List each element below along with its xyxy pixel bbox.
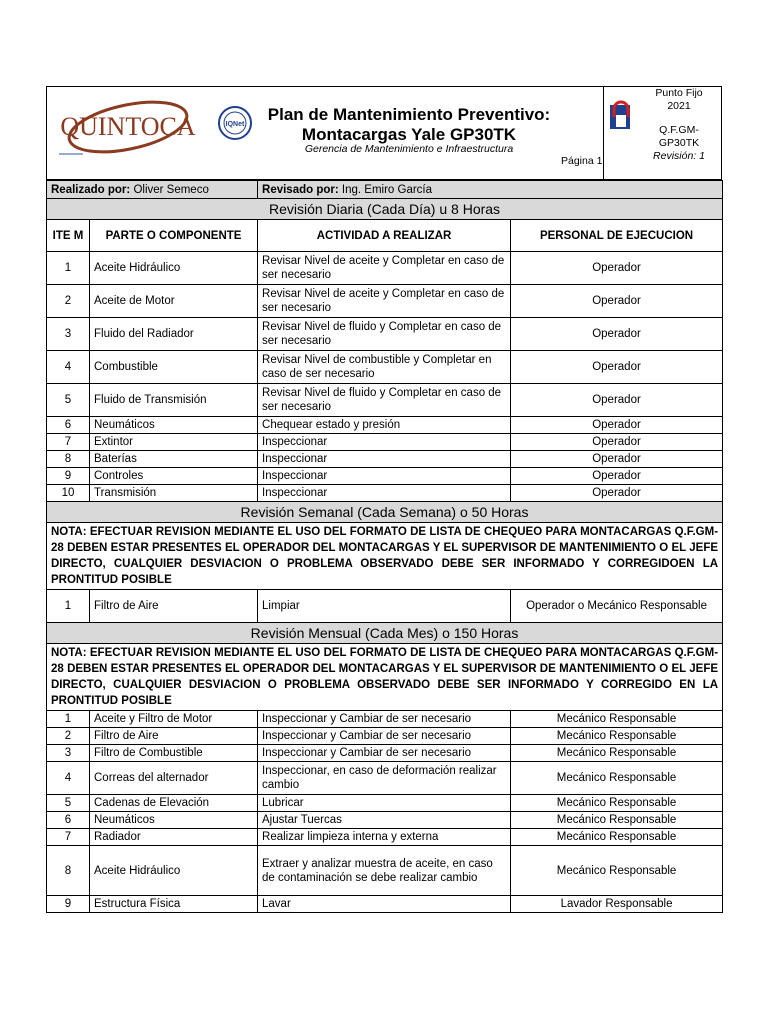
staff-cell: Operador o Mecánico Responsable [511,590,723,623]
weekly-rows [47,590,723,623]
authors-row [47,181,723,199]
item-cell: 3 [47,318,90,351]
activity-cell: Inspeccionar y Cambiar de ser necesario [258,728,511,745]
activity-cell: Extraer y analizar muestra de aceite, en caso de contaminación se debe realizar cambio [258,846,511,896]
monthly-note: NOTA: EFECTUAR REVISION MEDIANTE EL USO DEL FORMATO DE LISTA DE CHEQUEO PARA MONTACARGAS Q.F.GM-28 DEBEN ESTAR PRESENTES EL OPERADOR DEL MONTACARGAS Y EL SUPERVISOR DE MANTENIMIENTO O EL JEFE DIRECTO, CUALQUIER DESVIACION O PROBLEMA OBSERVADO DEBE SER INFORMADO Y CORREGIDO EN LA PRONTITUD POSIBLE [47,644,723,711]
part-cell: Aceite de Motor [90,285,258,318]
code-text [634,87,724,163]
table-row [47,590,723,623]
part-cell: Aceite Hidráulico [90,252,258,285]
staff-cell: Operador [511,468,723,485]
col-header-item: ITE M [47,220,90,252]
activity-cell: Limpiar [258,590,511,623]
activity-cell: Ajustar Tuercas [258,812,511,829]
table-row [47,896,723,913]
activity-cell: Revisar Nivel de fluido y Completar en caso de ser necesario [258,384,511,417]
col-header-part: PARTE O COMPONENTE [90,220,258,252]
daily-rows [47,252,723,502]
activity-cell: Revisar Nivel de combustible y Completar en caso de ser necesario [258,351,511,384]
location-label: Punto Fijo [655,87,703,99]
staff-cell: Operador [511,384,723,417]
weekly-note: NOTA: EFECTUAR REVISION MEDIANTE EL USO DEL FORMATO DE LISTA DE CHEQUEO PARA MONTACARGAS Q.F.GM-28 DEBEN ESTAR PRESENTES EL OPERADOR DEL MONTACARGAS Y EL SUPERVISOR DE MANTENIMIENTO O EL JEFE DIRECTO, CUALQUIER DESVIACION O PROBLEMA OBSERVADO DEBE SER INFORMADO Y CORREGIDOEN LA PRONTITUD POSIBLE [47,523,723,590]
staff-cell: Mecánico Responsable [511,795,723,812]
activity-cell: Inspeccionar [258,451,511,468]
svg-text:QUINTOCA: QUINTOCA [60,112,196,141]
activity-cell: Inspeccionar y Cambiar de ser necesario [258,711,511,728]
activity-cell: Inspeccionar [258,485,511,502]
page-number: Página 1 [561,155,603,167]
part-cell: Baterías [90,451,258,468]
part-cell: Combustible [90,351,258,384]
table-row [47,451,723,468]
activity-cell: Inspeccionar [258,468,511,485]
part-cell: Fluido de Transmisión [90,384,258,417]
table-row [47,468,723,485]
part-cell: Cadenas de Elevación [90,795,258,812]
realizado-label: Realizado por: [51,183,131,196]
staff-cell: Mecánico Responsable [511,728,723,745]
item-cell: 4 [47,351,90,384]
staff-cell: Mecánico Responsable [511,812,723,829]
section-title-daily: Revisión Diaria (Cada Día) u 8 Horas [47,199,723,220]
part-cell: Estructura Física [90,896,258,913]
year-label: 2021 [667,100,691,112]
revisado-value: Ing. Emiro García [341,183,433,196]
document-subtitle: Gerencia de Mantenimiento e Infraestructura [304,143,514,155]
item-cell: 9 [47,896,90,913]
item-cell: 8 [47,451,90,468]
activity-cell: Revisar Nivel de aceite y Completar en caso de ser necesario [258,252,511,285]
part-cell: Filtro de Aire [90,590,258,623]
revisado-label: Revisado por: [262,183,339,196]
certification-seal-icon [217,105,253,141]
table-row [47,846,723,896]
table-row [47,252,723,285]
part-cell: Transmisión [90,485,258,502]
item-cell: 7 [47,434,90,451]
document [46,86,722,913]
part-cell: Radiador [90,829,258,846]
document-code-line-1: Q.F.GM- [659,124,699,136]
table-row [47,795,723,812]
item-cell: 7 [47,829,90,846]
part-cell: Fluido del Radiador [90,318,258,351]
staff-cell: Operador [511,351,723,384]
document-code-line-2: GP30TK [658,137,700,149]
part-cell: Aceite Hidráulico [90,846,258,896]
table-row [47,417,723,434]
monthly-rows [47,711,723,913]
svg-text:IQNet: IQNet [225,121,245,128]
col-header-activity: ACTIVIDAD A REALIZAR [258,220,511,252]
staff-cell: Mecánico Responsable [511,745,723,762]
header-table [46,86,722,180]
document-code-block [603,87,724,179]
title-line-2: Montacargas Yale GP30TK [301,125,517,144]
staff-cell: Operador [511,434,723,451]
activity-cell: Inspeccionar [258,434,511,451]
activity-cell: Inspeccionar, en caso de deformación realizar cambio [258,762,511,795]
table-row [47,829,723,846]
item-cell: 1 [47,711,90,728]
item-cell: 9 [47,468,90,485]
staff-cell: Operador [511,318,723,351]
table-row [47,762,723,795]
part-cell: Filtro de Aire [90,728,258,745]
part-cell: Neumáticos [90,417,258,434]
activity-cell: Lavar [258,896,511,913]
part-cell: Controles [90,468,258,485]
staff-cell: Mecánico Responsable [511,762,723,795]
table-row [47,318,723,351]
title-line-1: Plan de Mantenimiento Preventivo: [267,105,551,124]
part-cell: Correas del alternador [90,762,258,795]
column-header-row [47,220,723,252]
table-row [47,745,723,762]
table-row [47,728,723,745]
staff-cell: Mecánico Responsable [511,829,723,846]
activity-cell: Lubricar [258,795,511,812]
item-cell: 2 [47,285,90,318]
table-row [47,285,723,318]
item-cell: 3 [47,745,90,762]
item-cell: 1 [47,590,90,623]
realizado-cell [47,181,258,199]
quintoca-logo [53,97,203,157]
col-header-staff: PERSONAL DE EJECUCION [511,220,723,252]
table-row [47,351,723,384]
staff-cell: Lavador Responsable [511,896,723,913]
item-cell: 1 [47,252,90,285]
document-title [259,105,559,145]
activity-cell: Revisar Nivel de aceite y Completar en caso de ser necesario [258,285,511,318]
part-cell: Aceite y Filtro de Motor [90,711,258,728]
table-row [47,485,723,502]
table-row [47,384,723,417]
maintenance-table [46,180,723,913]
header-cell [47,87,722,180]
item-cell: 6 [47,417,90,434]
staff-cell: Operador [511,451,723,468]
revision-label: Revisión: 1 [653,150,705,162]
staff-cell: Mecánico Responsable [511,711,723,728]
staff-cell: Operador [511,285,723,318]
section-title-monthly: Revisión Mensual (Cada Mes) o 150 Horas [47,623,723,644]
activity-cell: Realizar limpieza interna y externa [258,829,511,846]
staff-cell: Mecánico Responsable [511,846,723,896]
part-cell: Filtro de Combustible [90,745,258,762]
item-cell: 10 [47,485,90,502]
activity-cell: Revisar Nivel de fluido y Completar en caso de ser necesario [258,318,511,351]
item-cell: 4 [47,762,90,795]
staff-cell: Operador [511,485,723,502]
realizado-value: Oliver Semeco [133,183,209,196]
item-cell: 5 [47,795,90,812]
item-cell: 8 [47,846,90,896]
part-cell: Extintor [90,434,258,451]
staff-cell: Operador [511,252,723,285]
table-row [47,434,723,451]
table-row [47,711,723,728]
revisado-cell [258,181,723,199]
item-cell: 2 [47,728,90,745]
table-row [47,812,723,829]
activity-cell: Inspeccionar y Cambiar de ser necesario [258,745,511,762]
section-title-weekly: Revisión Semanal (Cada Semana) o 50 Horas [47,502,723,523]
part-cell: Neumáticos [90,812,258,829]
staff-cell: Operador [511,417,723,434]
punto-fijo-logo-icon [608,97,634,131]
item-cell: 5 [47,384,90,417]
item-cell: 6 [47,812,90,829]
activity-cell: Chequear estado y presión [258,417,511,434]
